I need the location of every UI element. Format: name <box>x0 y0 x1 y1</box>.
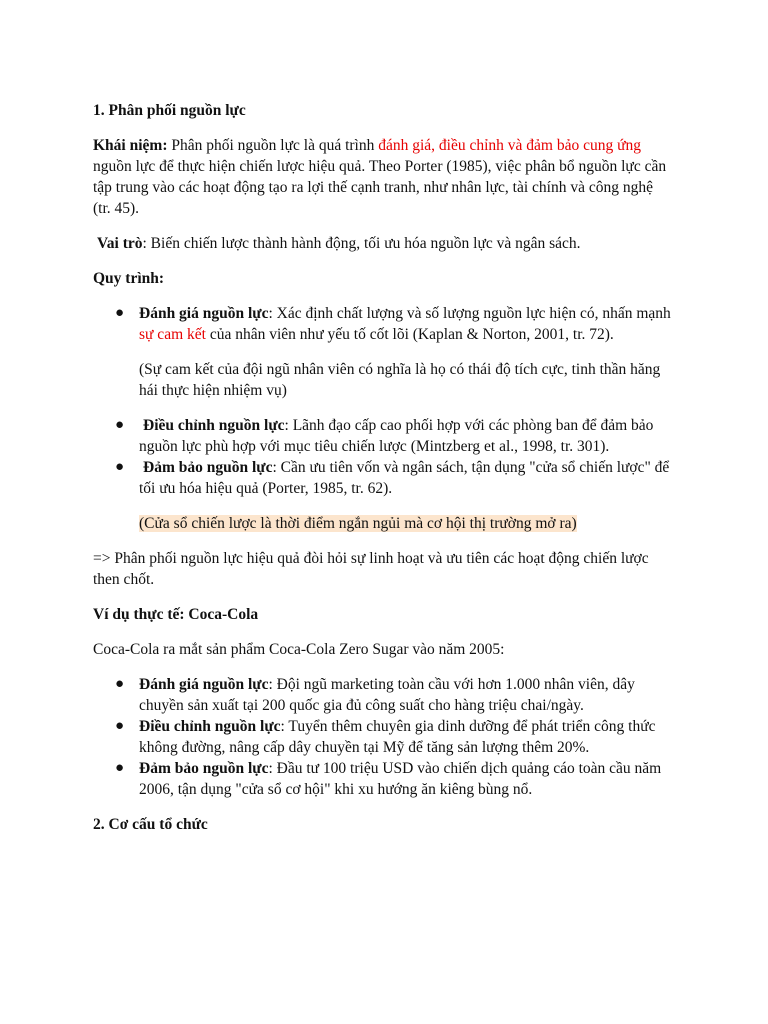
section-2-heading: 2. Cơ cấu tổ chức <box>93 816 208 833</box>
list-item <box>93 758 673 800</box>
item-text: : Đội ngũ marketing toàn cầu với hơn 1.000 nhân viên, dây chuyền sản xuất tại 200 quốc gia đủ công suất cho hàng triệu chai/ngày. <box>139 676 635 714</box>
concept-text-1: Phân phối nguồn lực là quá trình <box>167 137 379 154</box>
item-label: Đánh giá nguồn lực <box>139 676 269 693</box>
item-label: Đảm bảo nguồn lực <box>143 459 273 476</box>
conclusion-paragraph: => Phân phối nguồn lực hiệu quả đòi hỏi sự linh hoạt và ưu tiên các hoạt động chiến lược then chốt. <box>93 550 649 588</box>
list-item <box>93 415 673 457</box>
item-label: Đánh giá nguồn lực <box>139 305 269 322</box>
process-list-1 <box>93 303 673 345</box>
concept-paragraph <box>93 135 673 219</box>
example-heading: Ví dụ thực tế: Coca-Cola <box>93 606 259 623</box>
item-label: Đảm bảo nguồn lực <box>139 760 269 777</box>
item-text: : Lãnh đạo cấp cao phối hợp với các phòng ban để đảm bảo nguồn lực phù hợp với mục tiêu chiến lược (Mintzberg et al., 1998, tr. 301). <box>139 417 654 455</box>
role-label: Vai trò <box>97 235 143 252</box>
list-item <box>93 674 673 716</box>
item-text-1: : Xác định chất lượng và số lượng nguồn lực hiện có, nhấn mạnh <box>268 305 671 322</box>
bullet-icon: ● <box>115 760 125 776</box>
bullet-icon: ● <box>115 459 125 475</box>
section-1-heading: 1. Phân phối nguồn lực <box>93 102 246 119</box>
item-label: Điều chỉnh nguồn lực <box>143 417 285 434</box>
bullet-icon: ● <box>115 305 125 321</box>
concept-label: Khái niệm: <box>93 137 168 154</box>
list-item <box>93 716 673 758</box>
item-label: Điều chỉnh nguồn lực <box>139 718 281 735</box>
process-list-2 <box>93 415 673 499</box>
strategic-window-note <box>93 513 673 534</box>
list-item <box>93 303 673 345</box>
item-text: : Cần ưu tiên vốn và ngân sách, tận dụng "cửa sổ chiến lược" để tối ưu hóa hiệu quả (Porter, 1985, tr. 62). <box>139 459 670 497</box>
process-heading: Quy trình: <box>93 270 165 287</box>
item-highlight-red: sự cam kết <box>139 326 206 343</box>
concept-text-2: nguồn lực để thực hiện chiến lược hiệu quả. Theo Porter (1985), việc phân bổ nguồn lực cần tập trung vào các hoạt động tạo ra lợi thế cạnh tranh, như nhân lực, tài chính và công nghệ (tr. 45). <box>93 158 667 217</box>
bullet-icon: ● <box>115 718 125 734</box>
document-page <box>93 100 673 835</box>
item-text: : Tuyển thêm chuyên gia dinh dưỡng để phát triển công thức không đường, nâng cấp dây chuyền tại Mỹ để tăng sản lượng thêm 20%. <box>139 718 656 756</box>
bullet-icon: ● <box>115 417 125 433</box>
example-intro: Coca-Cola ra mắt sản phẩm Coca-Cola Zero Sugar vào năm 2005: <box>93 641 505 658</box>
list-item <box>93 457 673 499</box>
highlighted-note: (Cửa sổ chiến lược là thời điểm ngắn ngủi mà cơ hội thị trường mở ra) <box>139 515 577 532</box>
commitment-note: (Sự cam kết của đội ngũ nhân viên có nghĩa là họ có thái độ tích cực, tinh thần hăng hái thực hiện nhiệm vụ) <box>139 361 661 399</box>
bullet-icon: ● <box>115 676 125 692</box>
example-list <box>93 674 673 800</box>
item-text-2: của nhân viên như yếu tố cốt lõi (Kaplan & Norton, 2001, tr. 72). <box>205 326 614 343</box>
role-paragraph <box>93 233 673 254</box>
concept-highlight-red: đánh giá, điều chỉnh và đảm bảo cung ứng <box>378 137 642 154</box>
role-text: : Biến chiến lược thành hành động, tối ưu hóa nguồn lực và ngân sách. <box>142 235 581 252</box>
item-text: : Đầu tư 100 triệu USD vào chiến dịch quảng cáo toàn cầu năm 2006, tận dụng "cửa sổ cơ hội" khi xu hướng ăn kiêng bùng nổ. <box>139 760 662 798</box>
